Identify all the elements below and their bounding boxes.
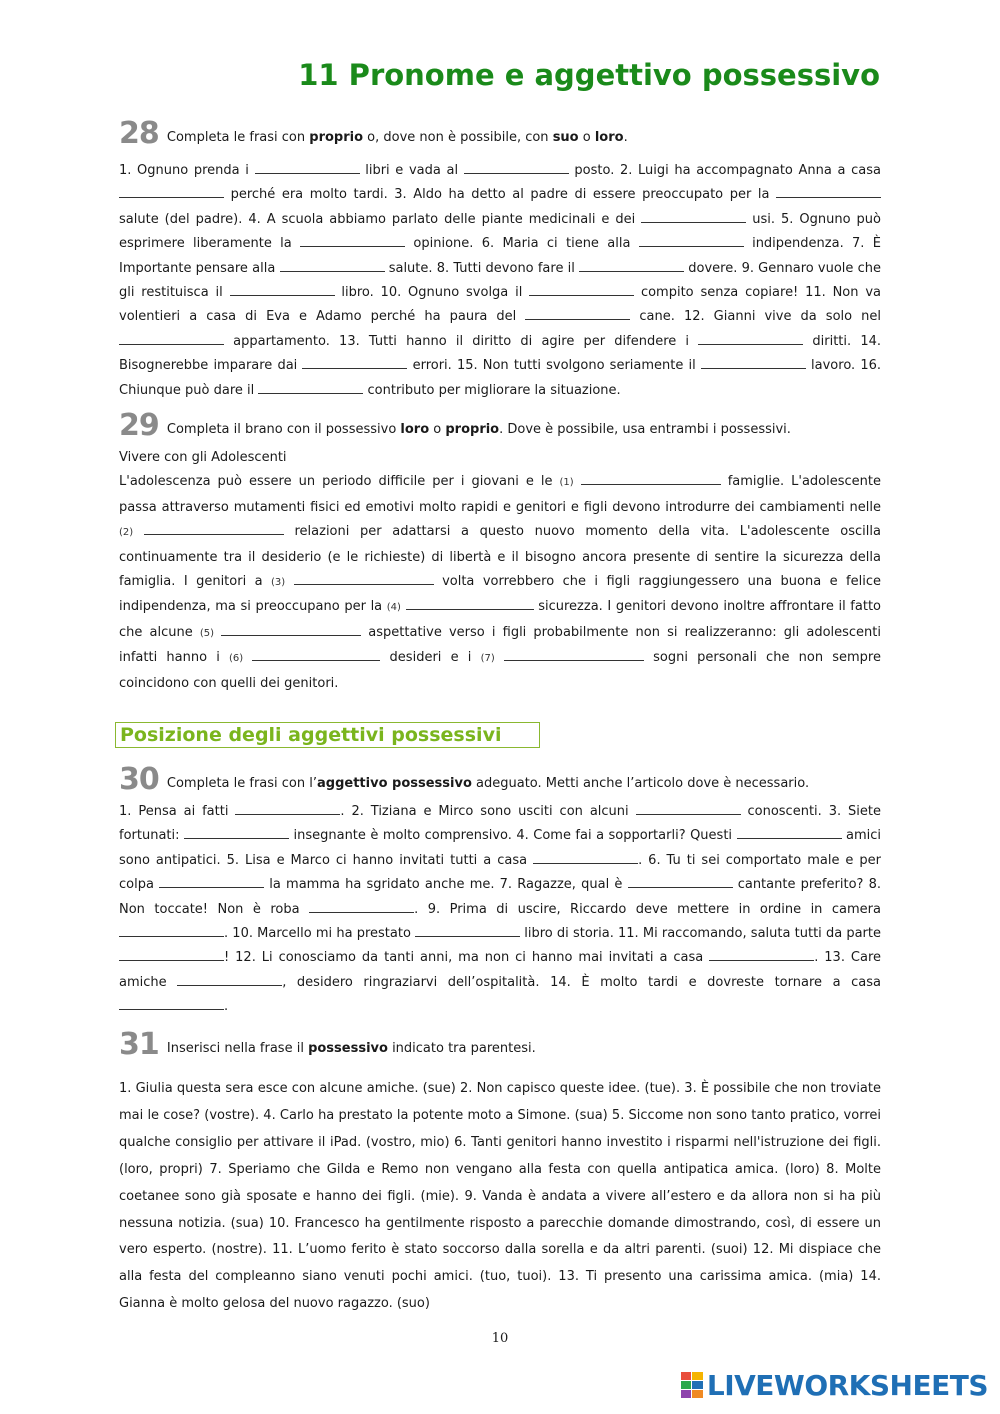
exercise-number: 29 [119,408,159,443]
blank-input[interactable] [504,647,644,661]
blank-input[interactable] [159,874,264,888]
section-title: Posizione degli aggettivi possessivi [120,724,502,746]
blank-input[interactable] [776,184,881,198]
blank-input[interactable] [533,850,638,864]
exercise-31 [119,1027,881,1318]
blank-input[interactable] [184,825,289,839]
blank-input[interactable] [309,899,414,913]
blank-input[interactable] [177,972,282,986]
blank-input[interactable] [252,647,380,661]
exercise-31-text: 1. Giulia questa sera esce con alcune amiche. (sue) 2. Non capisco queste idee. (tue). 3. È possibile che non troviate mai le cose? (vostre). 4. Carlo ha prestato la potente moto a Simone. (sua) 5. Siccome non sono tanto pratico, vorrei qualche consiglio per attivare il iPad. (vostro, mio) 6. Tanti genitori hanno investito i risparmi nell'istruzione dei figli. (loro, propri) 7. Speriamo che Gilda e Remo non vengano alla festa con quella antipatica amica. (loro) 8. Molte coetanee sono già sposate e hanno dei figli. (mie). 9. Vanda è andata a vivere all’estero e da allora non si ha più nessuna notizia. (sua) 10. Francesco ha gentilmente risposto a parecchie domande dimostrando, così, di essere un vero esperto. (nostre). 11. L’uomo ferito è stato soccorso dalla sorella e da altri parenti. (suoi) 12. Mi dispiace che alla festa del compleanno siano venuti pochi amici. (tuo, tuoi). 13. Ti presento una carissima amica. (mia) 14. Gianna è molto gelosa del nuovo ragazzo. (suo) [119,1081,881,1312]
blank-input[interactable] [119,331,224,345]
blank-input[interactable] [119,947,224,961]
blank-input[interactable] [230,282,335,296]
exercise-number: 30 [119,762,159,797]
exercise-instruction: Completa il brano con il possessivo loro o proprio. Dove è possibile, usa entrambi i possessivi. [166,422,791,437]
blank-input[interactable] [639,233,744,247]
blank-input[interactable] [119,184,224,198]
exercise-30-header [119,762,881,797]
blank-input[interactable] [698,331,803,345]
exercise-28-text: 1. Ognuno prenda i libri e vada al posto. 2. Luigi ha accompagnato Anna a casa perché era molto tardi. 3. Aldo ha detto al padre di essere preoccupato per la salute (del padre). 4. A scuola abbiamo parlato delle piante medicinali e dei usi. 5. Ognuno può esprimere liberamente la opinione. 6. Maria ci tiene alla indipendenza. 7. È Importante pensare alla salute. 8. Tutti devono fare il dovere. 9. Gennaro vuole che gli restituisca il libro. 10. Ognuno svolga il compito senza copiare! 11. Non va volentieri a casa di Eva e Adamo perché ha paura del cane. 12. Gianni vive da solo nel appartamento. 13. Tutti hanno il diritto di agire per difendere i diritti. 14. Bisognerebbe imparare dai errori. 15. Non tutti svolgono seriamente il lavoro. 16. Chiunque può dare il contributo per migliorare la situazione. [119,159,881,403]
blank-input[interactable] [119,923,224,937]
page-title: 11 Pronome e aggettivo possessivo [298,58,880,92]
page-number: 10 [491,1331,509,1346]
liveworksheets-brand[interactable] [681,1370,988,1400]
blank-input[interactable] [235,801,340,815]
blank-input[interactable] [300,233,405,247]
blank-input[interactable] [406,596,534,610]
exercise-28 [119,116,882,403]
passage-title: Vivere con gli Adolescenti [119,450,287,465]
blank-input[interactable] [628,874,733,888]
exercise-instruction: Completa le frasi con proprio o, dove non è possibile, con suo o loro. [166,130,628,145]
blank-input[interactable] [302,355,407,369]
blank-input[interactable] [709,947,814,961]
blank-input[interactable] [144,521,284,535]
blank-input[interactable] [464,160,569,174]
exercise-29-text: L'adolescenza può essere un periodo difficile per i giovani e le (1) famiglie. L'adolescente passa attraverso mutamenti fisici ed emotivi molto rapidi e genitori e figli devono introdurre dei cambiamenti nelle (2) relazioni per adattarsi a questo nuovo momento della vita. L'adolescente oscilla continuamente tra il desiderio (e le richieste) di libertà e il bisogno ancora presente di sentire la sicurezza della famiglia. I genitori a (3) volta vorrebbero che i figli raggiungessero una buona e felice indipendenza, ma si preoccupano per la (4) sicurezza. I genitori devono inoltre affrontare il fatto che alcune (5) aspettative verso i figli probabilmente non si realizzeranno: gli adolescenti infatti hanno i (6) desideri e i (7) sogni personali che non sempre coincidono con quelli dei genitori. [119,470,881,696]
exercise-29 [119,408,881,696]
exercise-31-header [119,1027,881,1062]
blank-input[interactable] [280,258,385,272]
blank-input[interactable] [525,306,630,320]
exercise-number: 28 [119,116,159,151]
exercise-number: 31 [119,1027,159,1062]
blank-input[interactable] [636,801,741,815]
brand-name: LIVEWORKSHEETS [706,1368,988,1402]
exercise-28-header [119,116,881,151]
blank-input[interactable] [255,160,360,174]
blank-input[interactable] [258,380,363,394]
blank-input[interactable] [415,923,520,937]
blank-input[interactable] [579,258,684,272]
blank-input[interactable] [641,209,746,223]
exercise-30-text: 1. Pensa ai fatti . 2. Tiziana e Mirco sono usciti con alcuni conoscenti. 3. Siete fortunati: insegnante è molto comprensivo. 4. Come fai a sopportarli? Questi amici sono antipatici. 5. Lisa e Marco ci hanno invitati tutti a casa . 6. Tu ti sei comportato male e per colpa la mamma ha sgridato anche me. 7. Ragazze, qual è cantante preferito? 8. Non toccate! Non è roba . 9. Prima di uscire, Riccardo deve mettere in ordine in camera . 10. Marcello mi ha prestato libro di storia. 11. Mi raccomando, saluta tutti da parte ! 12. Li conosciamo da tanti anni, ma non ci hanno mai invitati a casa . 13. Care amiche , desidero ringraziarvi dell’ospitalità. 14. È molto tardi e dovreste tornare a casa . [119,800,881,1020]
exercise-instruction: Completa le frasi con l’aggettivo possessivo adeguato. Metti anche l’articolo dove è necessario. [166,776,810,791]
exercise-29-header [119,408,881,443]
blank-input[interactable] [221,622,361,636]
exercise-instruction: Inserisci nella frase il possessivo indicato tra parentesi. [166,1041,536,1056]
liveworksheets-logo-icon [681,1372,703,1398]
blank-input[interactable] [294,571,434,585]
blank-input[interactable] [119,996,224,1010]
blank-input[interactable] [701,355,806,369]
blank-input[interactable] [529,282,634,296]
exercise-30 [119,762,882,1020]
blank-input[interactable] [737,825,842,839]
blank-input[interactable] [581,471,721,485]
